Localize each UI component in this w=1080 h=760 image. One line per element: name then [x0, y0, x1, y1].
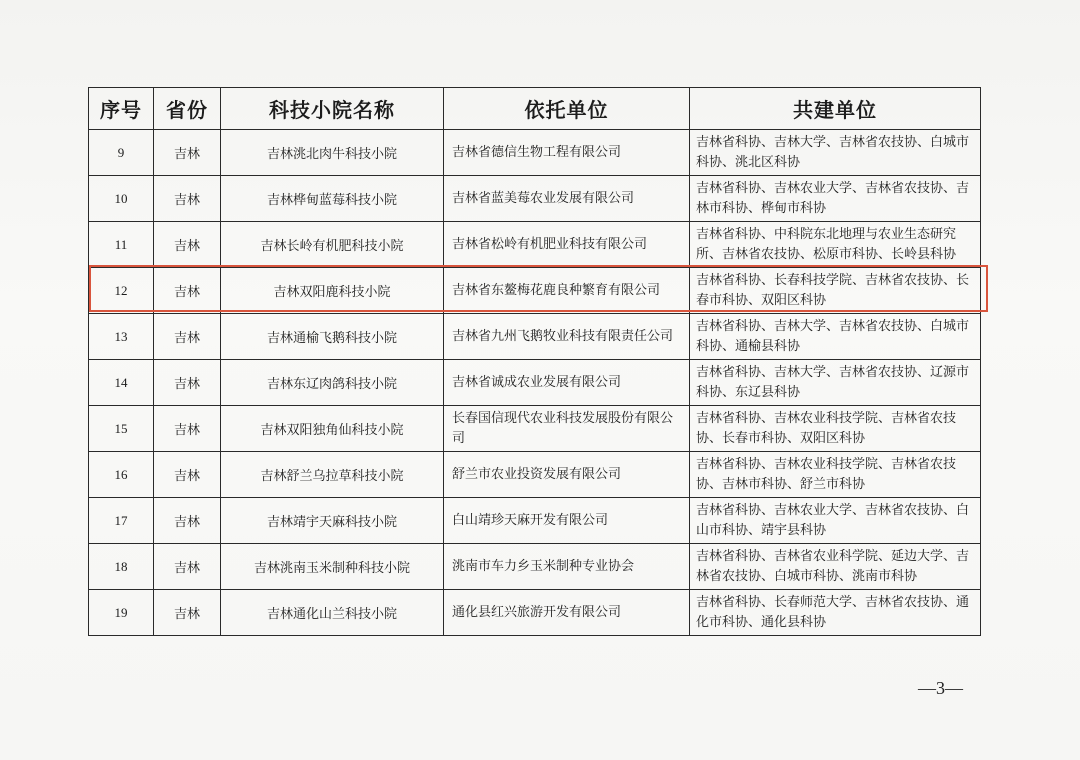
cell-serial-number: 16	[89, 452, 154, 498]
cell-supporting-unit: 吉林省蓝美莓农业发展有限公司	[444, 176, 690, 222]
cell-province: 吉林	[154, 176, 221, 222]
table-row	[89, 130, 981, 176]
cell-supporting-unit: 通化县红兴旅游开发有限公司	[444, 590, 690, 636]
header-partner-units: 共建单位	[690, 88, 981, 130]
cell-partner-units: 吉林省科协、吉林大学、吉林省农技协、白城市科协、通榆县科协	[690, 314, 981, 360]
table-row	[89, 452, 981, 498]
cell-serial-number: 13	[89, 314, 154, 360]
table-row	[89, 498, 981, 544]
cell-partner-units: 吉林省科协、吉林农业大学、吉林省农技协、吉林市科协、桦甸市科协	[690, 176, 981, 222]
cell-supporting-unit: 洮南市车力乡玉米制种专业协会	[444, 544, 690, 590]
cell-courtyard-name: 吉林长岭有机肥科技小院	[221, 222, 444, 268]
cell-supporting-unit: 吉林省德信生物工程有限公司	[444, 130, 690, 176]
table-header-row	[89, 88, 981, 130]
cell-serial-number: 10	[89, 176, 154, 222]
cell-partner-units: 吉林省科协、吉林大学、吉林省农技协、辽源市科协、东辽县科协	[690, 360, 981, 406]
cell-supporting-unit: 吉林省松岭有机肥业科技有限公司	[444, 222, 690, 268]
header-province: 省份	[154, 88, 221, 130]
cell-serial-number: 14	[89, 360, 154, 406]
header-courtyard-name: 科技小院名称	[221, 88, 444, 130]
table-row	[89, 314, 981, 360]
cell-supporting-unit: 白山靖珍天麻开发有限公司	[444, 498, 690, 544]
cell-serial-number: 18	[89, 544, 154, 590]
cell-partner-units: 吉林省科协、吉林农业大学、吉林省农技协、白山市科协、靖宇县科协	[690, 498, 981, 544]
cell-supporting-unit: 长春国信现代农业科技发展股份有限公司	[444, 406, 690, 452]
cell-province: 吉林	[154, 268, 221, 314]
cell-serial-number: 15	[89, 406, 154, 452]
cell-province: 吉林	[154, 222, 221, 268]
cell-partner-units: 吉林省科协、吉林大学、吉林省农技协、白城市科协、洮北区科协	[690, 130, 981, 176]
table-row-highlighted	[89, 268, 981, 314]
cell-supporting-unit: 吉林省东鳌梅花鹿良种繁育有限公司	[444, 268, 690, 314]
cell-courtyard-name: 吉林桦甸蓝莓科技小院	[221, 176, 444, 222]
cell-courtyard-name: 吉林东辽肉鸽科技小院	[221, 360, 444, 406]
cell-serial-number: 9	[89, 130, 154, 176]
cell-partner-units: 吉林省科协、长春师范大学、吉林省农技协、通化市科协、通化县科协	[690, 590, 981, 636]
table-row	[89, 176, 981, 222]
cell-supporting-unit: 吉林省九州飞鹅牧业科技有限责任公司	[444, 314, 690, 360]
table-row	[89, 222, 981, 268]
cell-partner-units: 吉林省科协、吉林农业科技学院、吉林省农技协、长春市科协、双阳区科协	[690, 406, 981, 452]
page-number: —3—	[918, 678, 963, 698]
cell-courtyard-name: 吉林通榆飞鹅科技小院	[221, 314, 444, 360]
header-serial-number: 序号	[89, 88, 154, 130]
cell-supporting-unit: 舒兰市农业投资发展有限公司	[444, 452, 690, 498]
science-courtyard-table	[88, 87, 981, 636]
table-row	[89, 544, 981, 590]
cell-province: 吉林	[154, 130, 221, 176]
table-row	[89, 590, 981, 636]
table-row	[89, 360, 981, 406]
cell-courtyard-name: 吉林双阳鹿科技小院	[221, 268, 444, 314]
cell-province: 吉林	[154, 544, 221, 590]
cell-serial-number: 12	[89, 268, 154, 314]
cell-serial-number: 19	[89, 590, 154, 636]
cell-courtyard-name: 吉林舒兰乌拉草科技小院	[221, 452, 444, 498]
cell-partner-units: 吉林省科协、中科院东北地理与农业生态研究所、吉林省农技协、松原市科协、长岭县科协	[690, 222, 981, 268]
cell-partner-units: 吉林省科协、吉林农业科技学院、吉林省农技协、吉林市科协、舒兰市科协	[690, 452, 981, 498]
cell-courtyard-name: 吉林靖宇天麻科技小院	[221, 498, 444, 544]
cell-supporting-unit: 吉林省诚成农业发展有限公司	[444, 360, 690, 406]
cell-serial-number: 11	[89, 222, 154, 268]
cell-courtyard-name: 吉林通化山兰科技小院	[221, 590, 444, 636]
cell-province: 吉林	[154, 360, 221, 406]
cell-courtyard-name: 吉林双阳独角仙科技小院	[221, 406, 444, 452]
cell-partner-units: 吉林省科协、长春科技学院、吉林省农技协、长春市科协、双阳区科协	[690, 268, 981, 314]
table-row	[89, 406, 981, 452]
cell-province: 吉林	[154, 498, 221, 544]
cell-serial-number: 17	[89, 498, 154, 544]
cell-province: 吉林	[154, 406, 221, 452]
cell-courtyard-name: 吉林洮北肉牛科技小院	[221, 130, 444, 176]
cell-province: 吉林	[154, 314, 221, 360]
cell-province: 吉林	[154, 590, 221, 636]
cell-courtyard-name: 吉林洮南玉米制种科技小院	[221, 544, 444, 590]
header-supporting-unit: 依托单位	[444, 88, 690, 130]
cell-partner-units: 吉林省科协、吉林省农业科学院、延边大学、吉林省农技协、白城市科协、洮南市科协	[690, 544, 981, 590]
cell-province: 吉林	[154, 452, 221, 498]
